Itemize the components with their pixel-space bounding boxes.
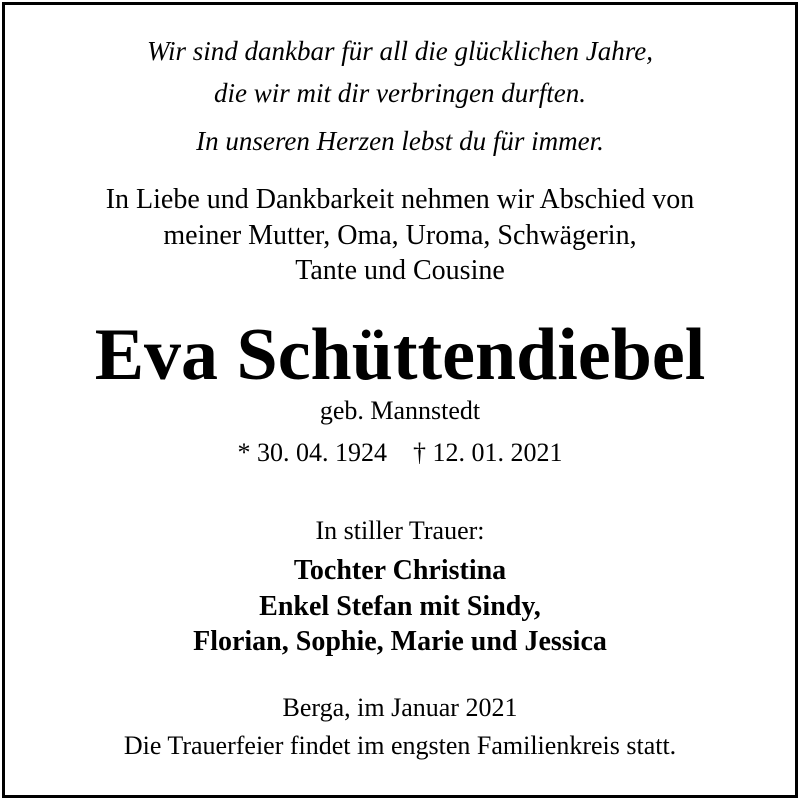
place-date: Berga, im Januar 2021 [282,693,518,722]
funeral-note: Die Trauerfeier findet im engsten Familienkreis statt. [123,731,677,760]
mourner-line-1: Tochter Christina [293,555,507,586]
poem-line-2: die wir mit dir verbringen durften. [214,78,586,108]
birth-name: geb. Mannstedt [319,396,481,425]
birth-date: * 30. 04. 1924 [237,438,387,467]
intro-line-1: In Liebe und Dankbarkeit nehmen wir Abschied von [105,184,695,215]
poem-line-1: Wir sind dankbar für all die glücklichen Jahre, [147,36,653,66]
poem-line-3: In unseren Herzen lebst du für immer. [196,126,604,156]
life-dates [0,440,800,466]
mourner-line-3: Florian, Sophie, Marie und Jessica [193,626,607,657]
intro-line-3: Tante und Cousine [295,255,505,286]
mourner-line-2: Enkel Stefan mit Sindy, [259,591,541,622]
death-date: † 12. 01. 2021 [413,438,563,467]
deceased-name: Eva Schüttendiebel [94,314,706,396]
intro-line-2: meiner Mutter, Oma, Uroma, Schwägerin, [163,220,637,251]
mourning-heading: In stiller Trauer: [315,516,485,545]
